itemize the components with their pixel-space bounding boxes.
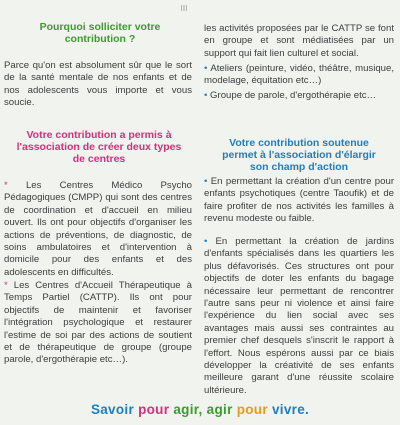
- heading-line: Votre contribution soutenue: [229, 137, 369, 149]
- heading-line: de centres: [72, 153, 126, 165]
- heading-line: permet à l'association d'élargir: [222, 149, 376, 161]
- list-item-taoufik-centre: [204, 176, 394, 226]
- bullet-marker: •: [204, 90, 208, 101]
- slogan-word: agir: [206, 402, 233, 417]
- taoufik-centre-text: En permettant la création d'un centre pour enfants psychotiques (centre Taoufik) et de faire profiter de nos activités les familles à revenu modeste ou faible.: [204, 176, 395, 225]
- heading-line: l'association de créer deux types: [16, 141, 182, 153]
- footer-slogan: [0, 398, 400, 422]
- bullet-marker: •: [204, 63, 208, 74]
- talk-group-text: Groupe de parole, d'ergothérapie etc…: [210, 90, 377, 101]
- heading-line: contribution ?: [64, 33, 136, 45]
- slogan-word: pour: [236, 402, 268, 417]
- para-cattp: [4, 280, 192, 367]
- para-mental-health: Parce qu'on est absolument sûr que le sort de la santé mentale de nos enfants et de nos adolescents vous importe et vous soucie.: [4, 60, 192, 109]
- bullet-marker: •: [204, 236, 208, 247]
- heading-expand-scope: [204, 137, 394, 173]
- slogan-word: agir,: [173, 402, 203, 417]
- slogan-word: pour: [138, 402, 170, 417]
- list-item-kindergartens: [204, 236, 394, 397]
- list-item-talk-group: [204, 90, 394, 102]
- bullet-marker: •: [204, 176, 208, 187]
- page-corner-mark: III: [180, 4, 188, 13]
- heading-line: son champ d'action: [249, 161, 349, 173]
- bullet-marker: *: [4, 280, 8, 291]
- para-cattp-text: Les Centres d'Accueil Thérapeutique à Temps Partiel (CATTP). Ils ont pour objectifs de maintenir et favoriser l'intégration psychologique et restaurer l'estime de soi par des actions de soutient et de thérapeutique de groupe (groupe parole, d'ergothérapie etc…).: [4, 280, 192, 366]
- para-cmpp-text: Les Centres Médico Psycho Pédagogiques (CMPP) qui sont des centres de coordination et d'accueil en milieu ouvert. Ils ont pour objectifs d'organiser les actions de préventions, de diagnostic, de soins ambulatoires et d'intervention à domicile pour des enfants et des adolescents en difficultés.: [4, 180, 192, 278]
- kindergartens-text: En permettant la création de jardins d'enfants spécialisés dans les quartiers les plus défavorisés. Ces structures ont pour objectifs de doter les enfants du bagage nécessaire leur permettant de rencontrer l'autre sans peur ni violence et ainsi faire l'expérience du lien social avec ses avantages mais aussi ses contraintes au premier chef desquels s'inscrit le rapport à l'effort. Nous espérons aussi par ce biais développer la créativité de ses enfants meilleure garant d'une réussite scolaire ultérieure.: [204, 236, 395, 396]
- para-cmpp: [4, 180, 192, 279]
- heading-line: Pourquoi solliciter votre: [39, 21, 161, 33]
- bullet-marker: *: [4, 180, 8, 191]
- heading-why-contribute: [12, 21, 188, 45]
- para-cattp-activities: les activités proposées par le CATTP se font en groupe et sont médiatisées par un support qui fait lien culturel et social.: [204, 23, 394, 59]
- heading-line: Votre contribution a permis à: [26, 129, 172, 141]
- heading-two-centres: [6, 129, 192, 165]
- list-item-workshops: [204, 63, 394, 88]
- slogan-word: Savoir: [90, 402, 135, 417]
- slogan-word: vivre.: [271, 402, 310, 417]
- workshops-text: Ateliers (peinture, vidéo, théâtre, musique, modelage, équitation etc…): [204, 63, 395, 87]
